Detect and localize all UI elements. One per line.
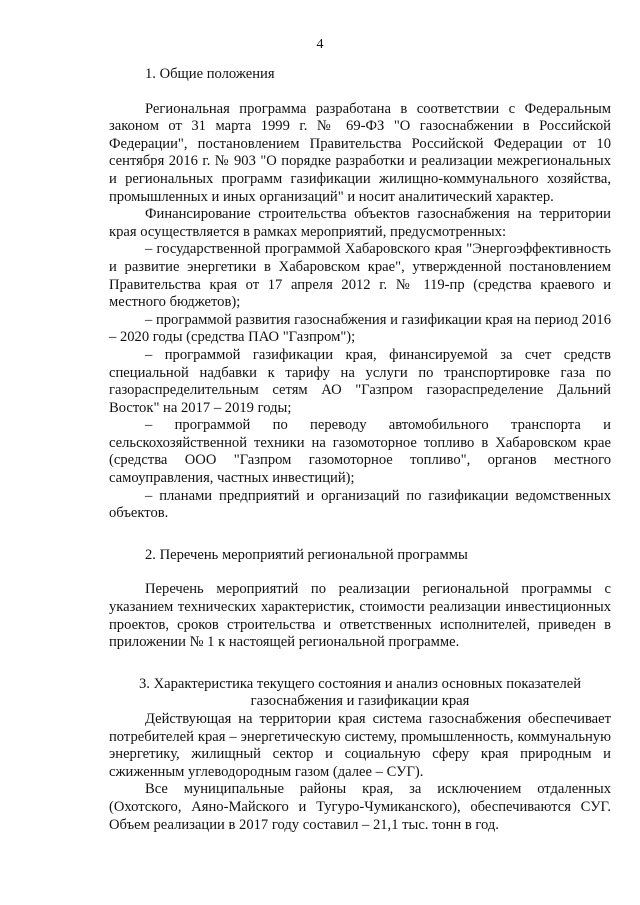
section-1-heading: 1. Общие положения	[145, 66, 275, 82]
funding-list-item-3: – программой газификации края, финансируемой за счет средств специальной надбавки к тарифу на услуги по транспортировке газа по газораспределительным сетям АО "Газпром газораспределение Дальний Восток" на 2017 – 2019 годы;	[109, 346, 611, 416]
section-2-heading: 2. Перечень мероприятий региональной программы	[145, 546, 468, 563]
funding-list-item-5: – планами предприятий и организаций по газификации ведомственных объектов.	[109, 487, 611, 522]
page-number: 4	[316, 37, 324, 52]
section-2-paragraph: Перечень мероприятий по реализации региональной программы с указанием технических характеристик, стоимости реализации инвестиционных проектов, сроков строительства и ответственных исполнителей, приведен в приложении № 1 к настоящей региональной программе.	[109, 581, 611, 651]
funding-list-item-1: – государственной программой Хабаровского края "Энергоэффективность и развитие энергетики в Хабаровском крае", утвержденной постановлением Правительства края от 17 апреля 2012 г. № 119-пр (средства краевого и местного бюджетов);	[109, 241, 611, 311]
section-3-heading-line-1: 3. Характеристика текущего состояния и анализ основных показателей	[138, 675, 582, 692]
section-3-paragraph-1: Действующая на территории края система газоснабжения обеспечивает потребителей края – энергетическую систему, промышленность, коммунальную энергетику, жилищный сектор и социальную сферу края природным и сжиженным углеводородным газом (далее – СУГ).	[109, 711, 611, 780]
section-3-paragraph-2: Все муниципальные районы края, за исключением отдаленных (Охотского, Аяно-Майского и Тугуро-Чумиканского), обеспечиваются СУГ. Объем реализации в 2017 году составил – 21,1 тыс. тонн в год.	[109, 781, 611, 833]
section-3-heading-line-2: газоснабжения и газификации края	[250, 693, 470, 710]
spacer	[109, 84, 611, 101]
page-content	[109, 66, 611, 834]
section-1-paragraph-2: Финансирование строительства объектов газоснабжения на территории края осуществляется в рамках мероприятий, предусмотренных:	[109, 206, 611, 240]
funding-list-item-2: – программой развития газоснабжения и газификации края на период 2016 – 2020 годы (средства ПАО "Газпром");	[109, 311, 611, 346]
spacer	[109, 564, 611, 581]
spacer	[109, 523, 611, 547]
spacer	[109, 652, 611, 676]
funding-list-item-4: – программой по переводу автомобильного транспорта и сельскохозяйственной техники на газомоторное топливо в Хабаровском крае (средства ООО "Газпром газомоторное топливо", органов местного самоуправления, частных инвестиций);	[109, 417, 611, 487]
section-1-paragraph-1: Региональная программа разработана в соответствии с Федеральным законом от 31 марта 1999 г. № 69-ФЗ "О газоснабжении в Российской Федерации", постановлением Правительства Российской Федерации от 10 сентября 2016 г. № 903 "О порядке разработки и реализации межрегиональных и региональных программ газификации жилищно-коммунального хозяйства, промышленных и иных организаций" и носит аналитический характер.	[109, 100, 611, 205]
